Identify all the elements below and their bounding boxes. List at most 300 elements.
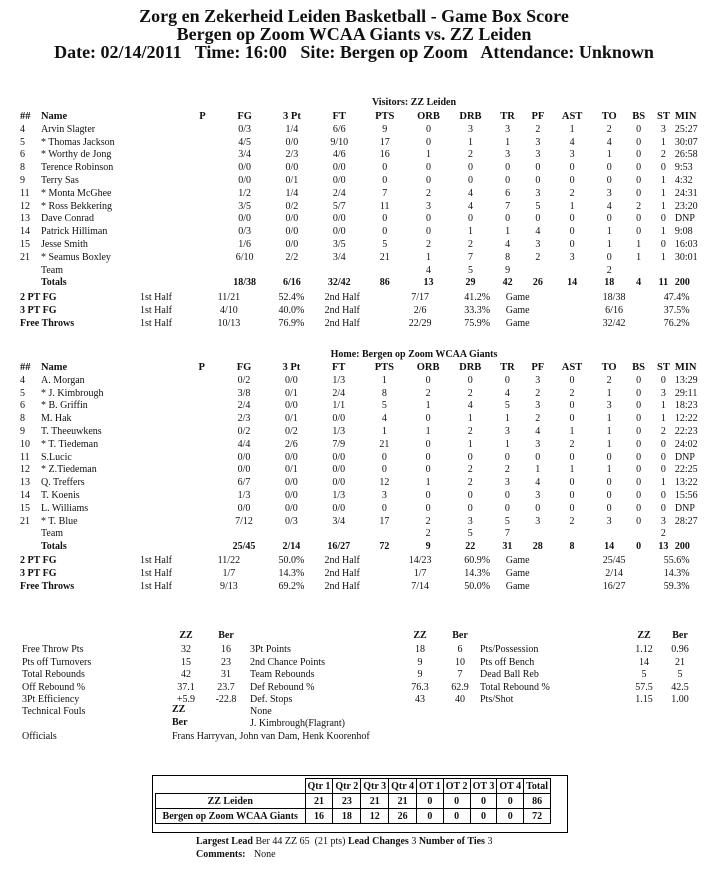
- cell-to: 2: [606, 374, 612, 386]
- cell-name: * Ross Bekkering: [40, 200, 113, 212]
- split-cell: 18/38: [602, 292, 626, 303]
- visitors-box-table: [20, 111, 708, 290]
- cell-ast: 0: [569, 489, 575, 501]
- cell-tr: 8: [505, 251, 511, 263]
- cell-name: T. Koenis: [40, 489, 80, 501]
- summary-ber-value: 5: [677, 669, 683, 680]
- summary-ber-value: 6: [457, 644, 463, 655]
- cell-pf: 0: [535, 162, 541, 174]
- cell-num: 14: [20, 489, 30, 501]
- cell-ft: 3/4: [332, 251, 346, 263]
- split-cell: 40.0%: [278, 304, 305, 316]
- quarter-score-cell: 0: [470, 809, 497, 824]
- cell-tr: 7: [504, 528, 510, 540]
- summary-ber-value: 40: [455, 694, 465, 705]
- split-cell: 69.2%: [278, 580, 305, 592]
- lead-changes-value: 3: [411, 836, 417, 847]
- cell-min: 29:11: [674, 387, 698, 399]
- cell-name: * Worthy de Jong: [40, 149, 112, 161]
- cell-ast: [551, 265, 593, 278]
- cell-ast: 0: [569, 162, 575, 174]
- cell-bs: 0: [636, 136, 642, 148]
- col-header-fg: FG: [237, 111, 252, 122]
- summary-label: Pts/Possession: [480, 644, 539, 655]
- cell-orb: 0: [425, 464, 431, 476]
- split-cell: 3 PT FG: [20, 304, 57, 316]
- cell-pos: [183, 439, 220, 452]
- visitors-splits-table: [20, 292, 708, 330]
- cell-drb: 2: [467, 477, 473, 489]
- mid-zz-header: ZZ: [413, 630, 427, 641]
- cell-pts: 0: [382, 213, 388, 225]
- cell-name: * B. Griffin: [40, 400, 88, 412]
- cell-pts: 21: [379, 438, 390, 450]
- split-cell: 1st Half: [140, 567, 172, 579]
- quarter-score-row: [156, 794, 551, 809]
- cell-bs: 0: [636, 162, 642, 174]
- cell-ft: 0/0: [332, 464, 346, 476]
- cell-pts: 21: [379, 251, 390, 263]
- col-header-tr: TR: [500, 111, 515, 122]
- cell-ft: 3/5: [332, 238, 346, 250]
- cell-min: 30:07: [674, 136, 698, 148]
- cell-three-pt: 2/3: [285, 149, 299, 161]
- cell-ft: 1/3: [332, 489, 346, 501]
- cell-st: 2: [660, 425, 666, 437]
- player-row: [20, 265, 708, 278]
- summary-label: Total Rebound %: [480, 681, 550, 693]
- player-row: [20, 426, 708, 439]
- cell-pos: [184, 252, 221, 265]
- player-row: [20, 516, 708, 529]
- total-st: 11: [658, 277, 669, 289]
- right-zz-header: ZZ: [637, 630, 651, 641]
- summary-label: Def. Stops: [250, 694, 293, 705]
- cell-min: 26:58: [674, 149, 698, 161]
- summary-zz-value: 57.5: [635, 681, 653, 693]
- split-cell: 76.9%: [278, 317, 305, 329]
- cell-ft: 9/10: [330, 136, 349, 148]
- cell-drb: 2: [467, 425, 473, 437]
- player-row: [20, 477, 708, 490]
- summary-zz-value: 5: [641, 669, 647, 680]
- cell-drb: 0: [467, 374, 473, 386]
- summary-label: Pts off Bench: [480, 656, 535, 668]
- cell-pf: 3: [535, 374, 541, 386]
- home-title: Home: Bergen op Zoom WCAA Giants: [330, 349, 498, 360]
- summary-label: 3Pt Efficiency: [22, 694, 80, 705]
- cell-st: 3: [660, 515, 666, 527]
- split-cell: 52.4%: [278, 292, 305, 303]
- cell-name: * T. Blue: [40, 515, 78, 527]
- quarter-score-row: [156, 809, 551, 824]
- cell-three-pt: 0/2: [285, 200, 299, 212]
- total-drb: 29: [465, 277, 476, 289]
- cell-name: Terence Robinson: [40, 162, 114, 174]
- largest-lead-line: [196, 836, 492, 847]
- cell-drb: 5: [467, 528, 473, 540]
- split-cell: 75.9%: [464, 317, 491, 329]
- cell-fg: 7/12: [235, 515, 253, 527]
- cell-pf: 5: [535, 200, 541, 212]
- summary-label: 2nd Chance Points: [250, 656, 325, 668]
- cell-name: Team: [40, 528, 64, 540]
- cell-ft: 0/0: [332, 413, 346, 425]
- split-cell: 2nd Half: [324, 304, 360, 316]
- cell-pos: [184, 201, 221, 214]
- cell-to: 2: [606, 123, 612, 135]
- split-cell: 2nd Half: [324, 567, 360, 579]
- player-row: [20, 375, 708, 388]
- cell-ft: 1/3: [332, 425, 346, 437]
- quarter-team-name: Bergen op Zoom WCAA Giants: [156, 809, 306, 824]
- cell-num: 10: [20, 438, 30, 450]
- cell-three-pt: 0/0: [285, 136, 299, 148]
- split-cell: 37.5%: [663, 304, 690, 316]
- cell-to: 1: [606, 464, 612, 476]
- ties-label: Number of Ties: [418, 836, 485, 847]
- cell-min: DNP: [674, 502, 695, 514]
- split-cell: 1st Half: [140, 292, 172, 303]
- cell-drb: 0: [467, 162, 473, 174]
- cell-to: 4: [606, 136, 612, 148]
- cell-pf: [525, 265, 552, 278]
- cell-num: 4: [20, 374, 25, 386]
- cell-pf: 4: [535, 226, 541, 238]
- split-cell: 2/14: [605, 567, 623, 579]
- cell-fg: [220, 528, 268, 541]
- cell-ft: 1/1: [332, 400, 346, 412]
- cell-bs: 0: [636, 174, 642, 186]
- ties-value: 3: [487, 836, 493, 847]
- cell-pts: 11: [379, 200, 390, 212]
- cell-fg: 0/0: [237, 502, 251, 514]
- cell-min: [675, 265, 708, 278]
- cell-orb: 1: [425, 477, 431, 489]
- cell-pts: [363, 528, 407, 541]
- player-row: [20, 162, 708, 175]
- split-cell: 59.3%: [663, 580, 690, 592]
- cell-pf: 2: [535, 123, 541, 135]
- cell-pf: 0: [535, 451, 541, 463]
- cell-drb: 0: [467, 213, 473, 225]
- tech-zz-label: ZZ: [172, 704, 186, 715]
- split-cell: 1/7: [222, 567, 236, 579]
- cell-ast: 4: [569, 136, 575, 148]
- cell-fg: 4/4: [237, 438, 251, 450]
- cell-fg: 0/0: [237, 464, 251, 476]
- cell-three-pt: 0/1: [284, 387, 298, 399]
- cell-num: 8: [20, 162, 25, 174]
- lead-changes-label: Lead Changes: [347, 836, 409, 847]
- cell-pf: 4: [535, 477, 541, 489]
- cell-pf: 3: [535, 136, 541, 148]
- cell-orb: 0: [425, 438, 431, 450]
- summary-zz-value: 9: [417, 656, 423, 668]
- cell-fg: 0/0: [238, 162, 252, 174]
- summary-zz-value: 9: [417, 669, 423, 680]
- cell-pf: 3: [535, 238, 541, 250]
- cell-drb: 2: [467, 238, 473, 250]
- cell-to: 1: [606, 425, 612, 437]
- cell-num: 6: [20, 149, 25, 161]
- cell-to: 0: [606, 213, 612, 225]
- split-cell: 6/16: [605, 304, 623, 316]
- left-zz-header: ZZ: [179, 630, 193, 641]
- cell-st: 1: [660, 200, 666, 212]
- summary-label: Pts/Shot: [480, 694, 514, 705]
- cell-ast: 1: [569, 123, 575, 135]
- cell-st: 1: [660, 251, 666, 263]
- player-row: [20, 503, 708, 516]
- total-tr: 31: [502, 541, 513, 553]
- cell-bs: 0: [636, 374, 642, 386]
- summary-ber-value: 31: [221, 669, 231, 680]
- summary-zz-value: +5.9: [176, 694, 196, 705]
- quarter-score-cell: 0: [417, 794, 444, 809]
- matchup-title: Bergen op Zoom WCAA Giants vs. ZZ Leiden: [176, 24, 532, 44]
- cell-fg: [221, 265, 269, 278]
- officials-label: Officials: [22, 731, 57, 742]
- col-header-to: TO: [601, 362, 617, 373]
- cell-pos: [183, 452, 220, 465]
- cell-min: DNP: [674, 451, 695, 463]
- cell-ast: 3: [569, 149, 575, 161]
- split-cell: Game: [505, 567, 530, 579]
- split-cell: 14/23: [408, 555, 432, 566]
- cell-pos: [183, 503, 220, 516]
- col-header-orb: ORB: [416, 362, 440, 373]
- cell-st: [652, 265, 675, 278]
- cell-num: 8: [20, 413, 25, 425]
- cell-three-pt: 0/0: [284, 400, 298, 412]
- cell-name: * Monta McGhee: [40, 187, 112, 199]
- quarter-header: OT 3: [470, 779, 497, 794]
- cell-st: 0: [660, 162, 666, 174]
- quarter-score-cell: 23: [333, 794, 361, 809]
- player-row: [20, 528, 708, 541]
- split-cell: 2 PT FG: [20, 292, 57, 303]
- summary-ber-value: 10: [455, 656, 465, 668]
- tech-zz-value: None: [250, 706, 272, 717]
- split-row: [20, 305, 708, 318]
- cell-three-pt: 0/0: [284, 451, 298, 463]
- cell-min: DNP: [674, 213, 695, 225]
- summary-ber-value: 21: [675, 656, 685, 668]
- home-box-table: [20, 362, 708, 554]
- col-header-st: ST: [656, 111, 670, 122]
- cell-to: 1: [606, 226, 612, 238]
- total-min: 200: [674, 541, 690, 553]
- cell-pf: [524, 528, 551, 541]
- summary-label: Pts off Turnovers: [22, 656, 92, 668]
- quarter-score-cell: 12: [361, 809, 389, 824]
- cell-drb: 0: [467, 451, 473, 463]
- cell-pos: [184, 137, 221, 150]
- cell-tr: 0: [504, 502, 510, 514]
- cell-three-pt: 0/0: [285, 162, 299, 174]
- player-row: [20, 188, 708, 201]
- cell-num: [20, 265, 41, 278]
- cell-pts: 17: [379, 515, 390, 527]
- cell-tr: 3: [504, 477, 510, 489]
- cell-pos: [184, 226, 221, 239]
- cell-min: 12:22: [674, 413, 698, 425]
- cell-st: 3: [660, 123, 666, 135]
- cell-tr: 5: [504, 400, 510, 412]
- split-cell: 50.0%: [464, 580, 491, 592]
- cell-fg: 2/3: [237, 413, 251, 425]
- cell-fg: 6/7: [237, 477, 251, 489]
- cell-st: 3: [660, 387, 666, 399]
- summary-ber-value: 62.9: [451, 681, 469, 693]
- cell-to: 1: [606, 387, 612, 399]
- col-header-num: ##: [20, 362, 31, 373]
- cell-ft: 2/4: [332, 387, 346, 399]
- player-row: [20, 400, 708, 413]
- cell-pf: 2: [535, 413, 541, 425]
- cell-orb: 1: [425, 400, 431, 412]
- cell-ast: 0: [569, 174, 575, 186]
- total-pf: 28: [532, 541, 543, 553]
- quarter-score-table: [155, 778, 551, 824]
- cell-drb: 7: [467, 251, 473, 263]
- cell-orb: 3: [425, 200, 431, 212]
- cell-three-pt: 0/1: [284, 413, 298, 425]
- split-row: [20, 318, 708, 331]
- quarter-score-cell: 16: [305, 809, 333, 824]
- cell-pts: 12: [379, 477, 390, 489]
- cell-num: 9: [20, 425, 25, 437]
- player-row: [20, 226, 708, 239]
- quarter-score-cell: 0: [417, 809, 444, 824]
- split-cell: 76.2%: [663, 317, 690, 329]
- cell-num: 6: [20, 400, 25, 412]
- col-header-min: MIN: [674, 362, 697, 373]
- cell-fg: 0/3: [238, 226, 252, 238]
- cell-ft: 0/0: [332, 213, 346, 225]
- split-cell: 60.9%: [464, 555, 491, 566]
- cell-min: [675, 528, 708, 541]
- cell-pts: 3: [381, 489, 387, 501]
- cell-pf: 3: [535, 515, 541, 527]
- player-row: [20, 175, 708, 188]
- cell-pf: 4: [535, 425, 541, 437]
- total-ast: 8: [569, 541, 575, 553]
- cell-num: 11: [20, 451, 30, 463]
- cell-drb: 4: [467, 400, 473, 412]
- cell-num: 15: [20, 238, 30, 250]
- cell-min: 22:23: [674, 425, 698, 437]
- cell-drb: 1: [467, 136, 473, 148]
- summary-zz-value: 15: [181, 656, 191, 668]
- cell-pos: [184, 239, 221, 252]
- total-three-pt: 2/14: [282, 541, 301, 553]
- cell-num: 15: [20, 502, 30, 514]
- cell-pts: 0: [381, 464, 387, 476]
- player-row: [20, 137, 708, 150]
- split-cell: 10/13: [217, 317, 241, 329]
- split-cell: Game: [505, 292, 530, 303]
- cell-min: 23:20: [674, 200, 698, 212]
- cell-pos: [183, 400, 220, 413]
- cell-st: 1: [660, 226, 666, 238]
- cell-drb: 4: [467, 200, 473, 212]
- cell-min: 24:31: [674, 187, 698, 199]
- split-cell: 2nd Half: [324, 292, 360, 303]
- cell-to: 0: [606, 489, 612, 501]
- cell-name: Arvin Slagter: [40, 123, 96, 135]
- split-cell: 32/42: [602, 317, 626, 329]
- cell-three-pt: 2/2: [285, 251, 299, 263]
- cell-orb: 2: [425, 528, 431, 540]
- header-row: [20, 362, 708, 375]
- comments-value: None: [253, 849, 276, 860]
- player-row: [20, 439, 708, 452]
- col-header-fg: FG: [236, 362, 252, 373]
- cell-pos: [183, 490, 220, 503]
- cell-pos: [183, 477, 220, 490]
- split-row: [20, 568, 708, 581]
- cell-bs: 0: [636, 425, 642, 437]
- tech-ber-label: Ber: [172, 717, 188, 728]
- cell-pos: [183, 528, 220, 541]
- cell-three-pt: 0/1: [284, 464, 298, 476]
- split-cell: 1st Half: [140, 317, 172, 329]
- split-cell: 2nd Half: [324, 317, 360, 329]
- cell-num: 21: [20, 515, 30, 527]
- split-cell: 22/29: [408, 317, 432, 329]
- col-header-pos: P: [198, 362, 205, 373]
- cell-min: 13:22: [674, 477, 698, 489]
- cell-tr: 1: [505, 136, 511, 148]
- cell-min: 28:27: [674, 515, 698, 527]
- player-row: [20, 149, 708, 162]
- cell-pts: 7: [382, 187, 388, 199]
- mid-ber-header: Ber: [452, 630, 468, 641]
- total-name: Totals: [40, 541, 67, 553]
- quarter-header: Qtr 4: [389, 779, 417, 794]
- summary-label: Free Throw Pts: [22, 644, 84, 655]
- cell-orb: 0: [425, 502, 431, 514]
- cell-st: 1: [660, 477, 666, 489]
- cell-drb: 2: [467, 464, 473, 476]
- cell-num: 11: [20, 187, 30, 199]
- cell-to: 3: [606, 515, 612, 527]
- cell-num: 5: [20, 136, 25, 148]
- cell-ft: [315, 265, 363, 278]
- split-cell: 47.4%: [663, 292, 690, 303]
- cell-drb: 1: [467, 413, 473, 425]
- cell-bs: [625, 265, 652, 278]
- cell-st: 0: [660, 438, 666, 450]
- split-cell: 11/22: [217, 555, 241, 566]
- quarter-header: Qtr 3: [361, 779, 389, 794]
- cell-orb: 0: [425, 374, 431, 386]
- summary-ber-value: 0.96: [671, 644, 689, 655]
- col-header-name: Name: [40, 111, 68, 122]
- split-cell: 11/21: [217, 292, 241, 303]
- total-tr: 42: [502, 277, 513, 289]
- quarter-score-cell: 21: [361, 794, 389, 809]
- cell-min: 25:27: [674, 123, 698, 135]
- col-header-ast: AST: [561, 362, 583, 373]
- cell-three-pt: 0/1: [285, 174, 299, 186]
- summary-zz-value: 37.1: [177, 681, 195, 693]
- col-header-name: Name: [40, 362, 68, 373]
- cell-ft: 6/6: [332, 123, 346, 135]
- cell-ast: 0: [569, 477, 575, 489]
